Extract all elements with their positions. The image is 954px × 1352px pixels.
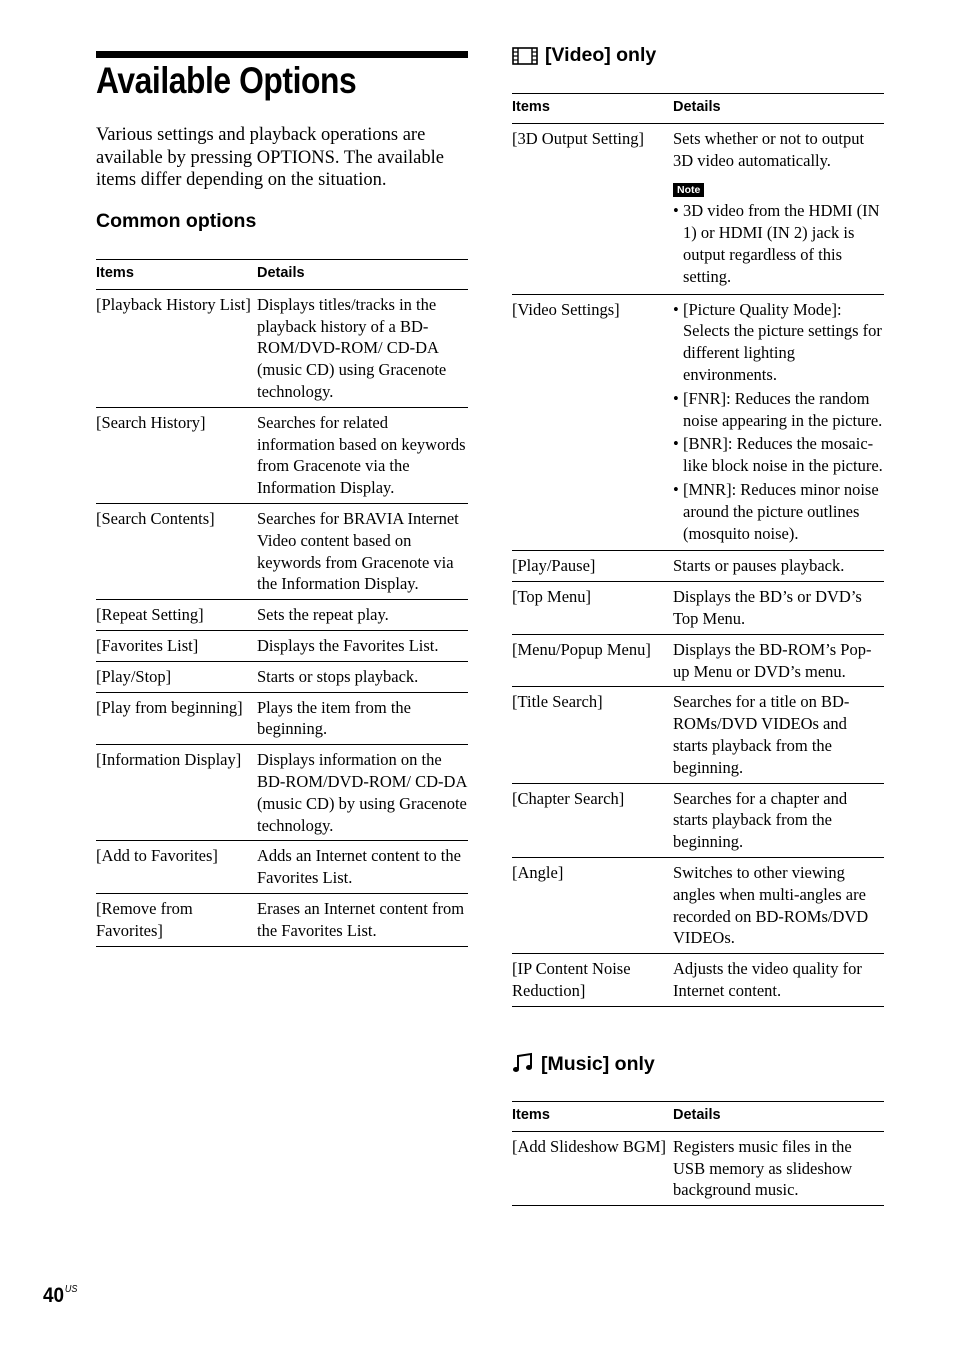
table-row	[512, 687, 884, 783]
page-number	[43, 1284, 77, 1308]
table-row	[512, 123, 884, 294]
details-cell	[673, 123, 884, 294]
item-cell: [3D Output Setting]	[512, 123, 673, 294]
table-row	[96, 630, 468, 661]
table-row	[512, 551, 884, 582]
details-cell: Starts or stops playback.	[257, 661, 468, 692]
column-header-details: Details	[673, 94, 884, 124]
page-region-suffix: US	[64, 1284, 78, 1295]
item-cell: [Search Contents]	[96, 503, 257, 599]
intro-paragraph: Various settings and playback operations are available by pressing OPTIONS. The available items differ depending on the situation.	[96, 125, 444, 190]
item-cell: [Remove from Favorites]	[96, 893, 257, 946]
video-options-table	[512, 93, 884, 1007]
details-cell: Displays titles/tracks in the playback history of a BD-ROM/DVD-ROM/ CD-DA (music CD) using Gracenote technology.	[257, 289, 468, 407]
details-cell: Adds an Internet content to the Favorites List.	[257, 841, 468, 894]
table-row	[96, 893, 468, 946]
table-header-row	[512, 1102, 884, 1132]
music-note-icon	[512, 1052, 534, 1080]
bullet-item: • [MNR]: Reduces minor noise around the picture outlines (mosquito noise).	[673, 479, 884, 544]
table-row	[512, 1131, 884, 1205]
item-cell: [Angle]	[512, 857, 673, 953]
item-cell: [Play from beginning]	[96, 692, 257, 745]
table-row	[96, 289, 468, 407]
bullet-item: • [BNR]: Reduces the mosaic-like block noise in the picture.	[673, 433, 884, 477]
item-cell: [Play/Pause]	[512, 551, 673, 582]
details-cell: Searches for a title on BD-ROMs/DVD VIDEOs and starts playback from the beginning.	[673, 687, 884, 783]
column-header-items: Items	[96, 260, 257, 290]
details-cell: Searches for related information based on keywords from Gracenote via the Information Display.	[257, 407, 468, 503]
table-row	[512, 857, 884, 953]
table-row	[96, 692, 468, 745]
note-bullet: • 3D video from the HDMI (IN 1) or HDMI (IN 2) jack is output regardless of this setting.	[673, 200, 884, 287]
details-cell: Adjusts the video quality for Internet content.	[673, 954, 884, 1007]
details-cell: Displays the Favorites List.	[257, 630, 468, 661]
details-cell: Displays the BD’s or DVD’s Top Menu.	[673, 582, 884, 635]
video-only-heading	[512, 44, 656, 71]
table-row	[96, 745, 468, 841]
table-row	[96, 600, 468, 631]
music-only-label: [Music] only	[541, 1053, 655, 1075]
table-row	[512, 582, 884, 635]
item-cell: [Play/Stop]	[96, 661, 257, 692]
item-cell: [Information Display]	[96, 745, 257, 841]
note-badge: Note	[673, 183, 704, 197]
column-header-items: Items	[512, 1102, 673, 1132]
item-cell: [Favorites List]	[96, 630, 257, 661]
details-cell: Starts or pauses playback.	[673, 551, 884, 582]
item-cell: [IP Content Noise Reduction]	[512, 954, 673, 1007]
music-options-table	[512, 1101, 884, 1206]
details-cell: Erases an Internet content from the Favorites List.	[257, 893, 468, 946]
common-options-table	[96, 259, 468, 947]
item-cell: [Repeat Setting]	[96, 600, 257, 631]
item-cell: [Playback History List]	[96, 289, 257, 407]
item-cell: [Add to Favorites]	[96, 841, 257, 894]
title-rule	[96, 51, 468, 58]
table-row	[512, 294, 884, 551]
item-cell: [Chapter Search]	[512, 783, 673, 857]
page-title: Available Options	[96, 60, 357, 101]
details-cell: Searches for a chapter and starts playback from the beginning.	[673, 783, 884, 857]
item-cell: [Search History]	[96, 407, 257, 503]
table-row	[512, 954, 884, 1007]
bullet-item: • [FNR]: Reduces the random noise appearing in the picture.	[673, 388, 884, 432]
item-cell: [Menu/Popup Menu]	[512, 634, 673, 687]
item-cell: [Top Menu]	[512, 582, 673, 635]
details-cell: Switches to other viewing angles when multi-angles are recorded on BD-ROMs/DVD VIDEOs.	[673, 857, 884, 953]
bullet-item: • [Picture Quality Mode]: Selects the picture settings for different lighting environments.	[673, 299, 884, 386]
table-row	[512, 783, 884, 857]
details-cell	[673, 294, 884, 551]
item-cell: [Video Settings]	[512, 294, 673, 551]
column-header-details: Details	[673, 1102, 884, 1132]
column-header-details: Details	[257, 260, 468, 290]
item-cell: [Add Slideshow BGM]	[512, 1131, 673, 1205]
table-row	[96, 661, 468, 692]
common-options-heading: Common options	[96, 210, 257, 232]
table-row	[96, 841, 468, 894]
column-header-items: Items	[512, 94, 673, 124]
video-only-label: [Video] only	[545, 44, 657, 66]
details-cell: Plays the item from the beginning.	[257, 692, 468, 745]
table-row	[96, 503, 468, 599]
details-text: Sets whether or not to output 3D video automatically.	[673, 128, 865, 170]
details-cell: Registers music files in the USB memory as slideshow background music.	[673, 1131, 884, 1205]
details-cell: Displays information on the BD-ROM/DVD-ROM/ CD-DA (music CD) by using Gracenote technology.	[257, 745, 468, 841]
film-icon	[512, 47, 538, 71]
item-cell: [Title Search]	[512, 687, 673, 783]
details-cell: Sets the repeat play.	[257, 600, 468, 631]
details-cell: Displays the BD-ROM’s Pop-up Menu or DVD’s menu.	[673, 634, 884, 687]
page-number-value: 40	[43, 1284, 65, 1307]
details-cell: Searches for BRAVIA Internet Video content based on keywords from Gracenote via the Information Display.	[257, 503, 468, 599]
music-only-heading	[512, 1052, 655, 1080]
table-row	[96, 407, 468, 503]
table-header-row	[512, 94, 884, 124]
table-header-row	[96, 260, 468, 290]
table-row	[512, 634, 884, 687]
